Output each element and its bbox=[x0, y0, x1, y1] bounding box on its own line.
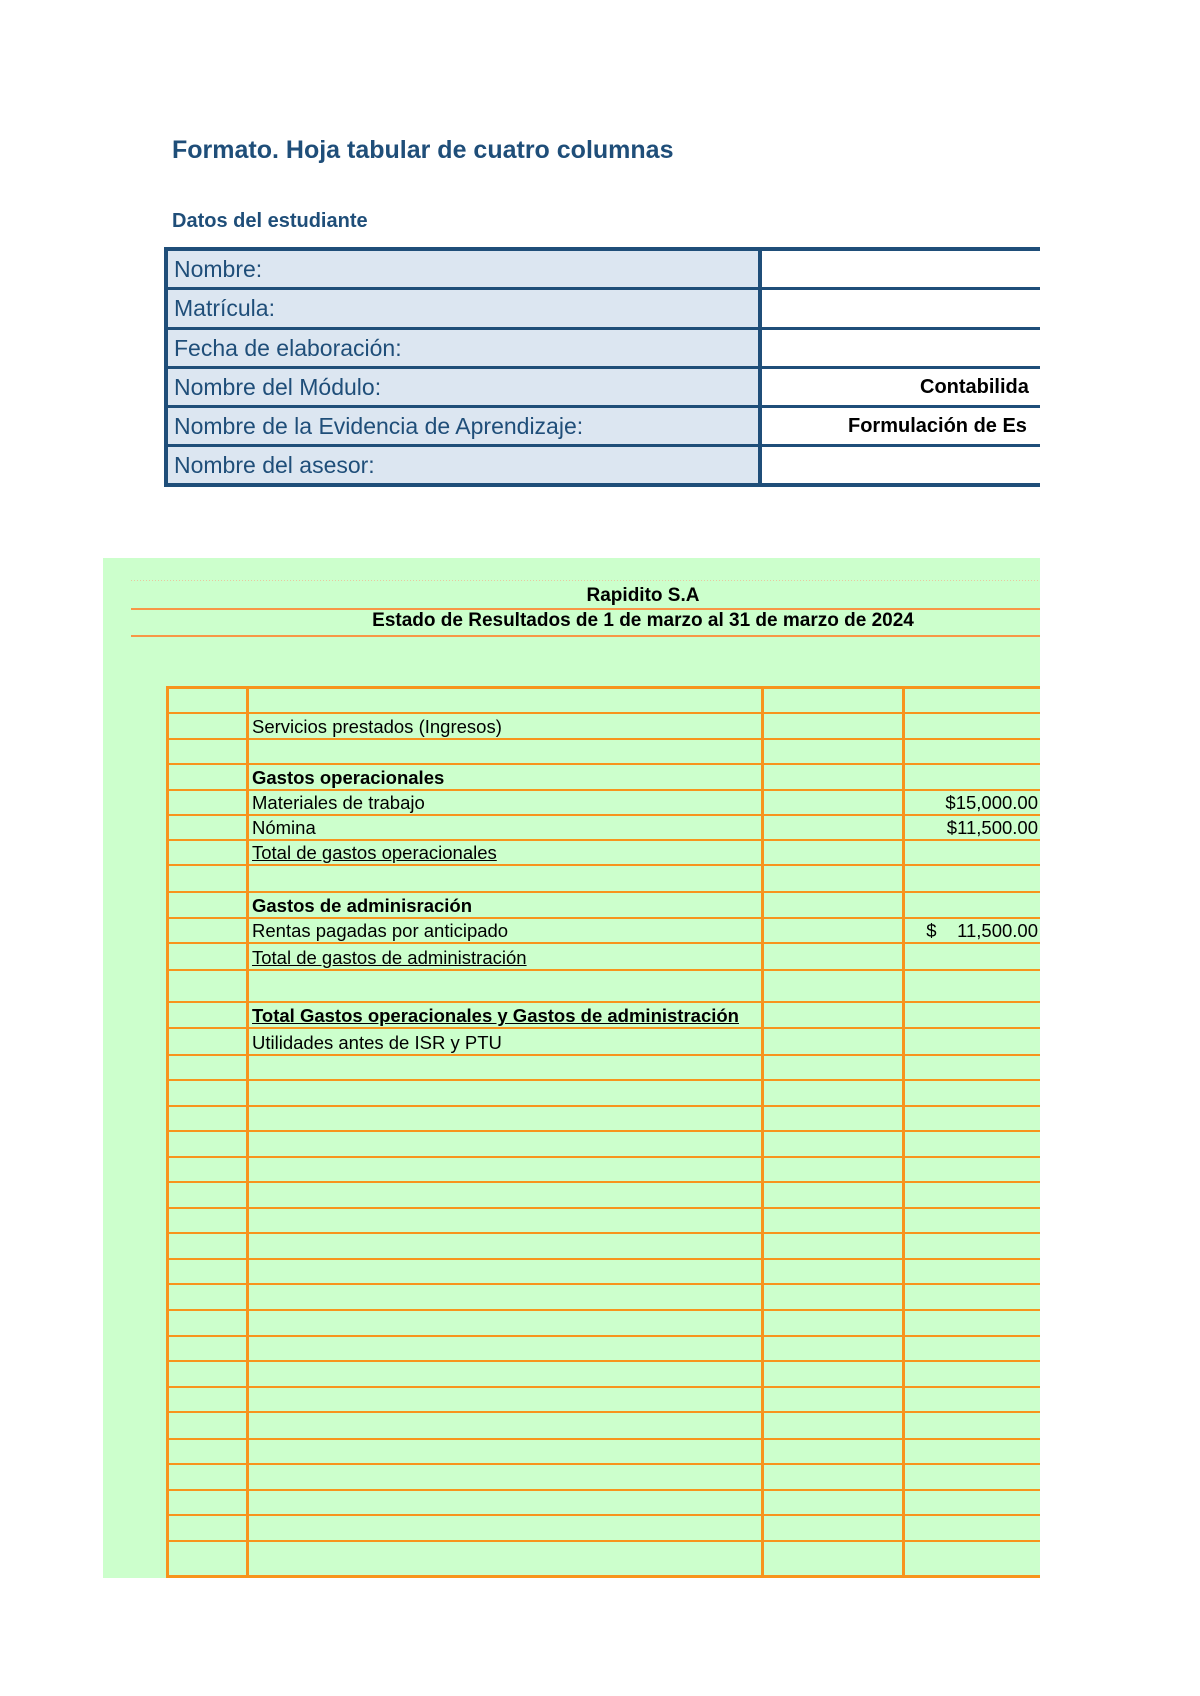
statement-row bbox=[169, 765, 1040, 791]
statement-row bbox=[169, 841, 1040, 866]
statement-row bbox=[169, 1388, 1040, 1413]
statement-row bbox=[169, 1337, 1040, 1362]
statement-line-label: Gastos de adminisración bbox=[252, 895, 473, 916]
statement-row bbox=[169, 1491, 1040, 1516]
statement-line-label: Total de gastos operacionales bbox=[252, 842, 497, 863]
statement-row bbox=[169, 919, 1040, 944]
statement-row bbox=[169, 1107, 1040, 1132]
student-field-label: Nombre del asesor: bbox=[168, 447, 762, 486]
statement-row bbox=[169, 1465, 1040, 1491]
statement-row bbox=[169, 1234, 1040, 1260]
student-row bbox=[168, 330, 1040, 369]
statement-line-amount: $ 11,500.00 bbox=[926, 920, 1038, 941]
column-divider bbox=[246, 689, 249, 1575]
student-field-value[interactable] bbox=[762, 330, 1040, 366]
column-divider bbox=[902, 689, 905, 1575]
statement-line-label: Gastos operacionales bbox=[252, 767, 445, 788]
student-data-table bbox=[164, 247, 1040, 487]
statement-row bbox=[169, 714, 1040, 740]
student-row bbox=[168, 369, 1040, 408]
statement-row bbox=[169, 1516, 1040, 1542]
statement-row bbox=[169, 689, 1040, 714]
income-statement bbox=[103, 558, 1040, 1578]
statement-row bbox=[169, 816, 1040, 841]
student-field-text: Contabilida bbox=[920, 375, 1029, 398]
statement-row bbox=[169, 791, 1040, 816]
statement-row bbox=[169, 740, 1040, 765]
header-rule bbox=[131, 580, 1040, 581]
student-field-value[interactable] bbox=[762, 251, 1040, 287]
statement-row bbox=[169, 1158, 1040, 1183]
statement-row bbox=[169, 1003, 1040, 1029]
student-field-label: Nombre de la Evidencia de Aprendizaje: bbox=[168, 408, 762, 444]
student-field-value[interactable] bbox=[762, 290, 1040, 326]
student-row bbox=[168, 290, 1040, 329]
statement-row bbox=[169, 1183, 1040, 1209]
statement-row bbox=[169, 1056, 1040, 1081]
statement-row bbox=[169, 944, 1040, 971]
statement-line-label: Nómina bbox=[252, 817, 316, 838]
section-title: Datos del estudiante bbox=[172, 210, 368, 232]
statement-row bbox=[169, 1285, 1040, 1311]
statement-row bbox=[169, 971, 1040, 1003]
statement-row bbox=[169, 866, 1040, 893]
statement-row bbox=[169, 893, 1040, 919]
student-field-value[interactable] bbox=[762, 369, 1040, 405]
student-row bbox=[168, 408, 1040, 447]
student-field-text: Formulación de Es bbox=[848, 415, 1027, 438]
student-field-label: Nombre del Módulo: bbox=[168, 369, 762, 405]
student-field-label: Fecha de elaboración: bbox=[168, 330, 762, 366]
statement-row bbox=[169, 1440, 1040, 1465]
student-row bbox=[168, 251, 1040, 290]
student-field-label: Nombre: bbox=[168, 251, 762, 287]
statement-line-label: Total Gastos operacionales y Gastos de administración bbox=[252, 1005, 739, 1026]
student-field-value[interactable] bbox=[762, 447, 1040, 486]
statement-row bbox=[169, 1029, 1040, 1056]
student-row bbox=[168, 447, 1040, 486]
statement-line-amount: $11,500.00 bbox=[946, 817, 1038, 838]
statement-grid bbox=[166, 686, 1040, 1578]
statement-line-label: Rentas pagadas por anticipado bbox=[252, 920, 509, 941]
student-field-label: Matrícula: bbox=[168, 290, 762, 326]
statement-row bbox=[169, 1260, 1040, 1285]
statement-line-label: Total de gastos de administración bbox=[252, 947, 527, 968]
statement-row bbox=[169, 1311, 1040, 1337]
statement-row bbox=[169, 1209, 1040, 1234]
student-field-value[interactable] bbox=[762, 408, 1040, 444]
company-name: Rapidito S.A bbox=[586, 585, 700, 606]
statement-row bbox=[169, 1081, 1040, 1107]
statement-period: Estado de Resultados de 1 de marzo al 31 de marzo de 2024 bbox=[372, 610, 914, 631]
statement-row bbox=[169, 1132, 1040, 1158]
statement-row bbox=[169, 1362, 1040, 1388]
statement-line-label: Servicios prestados (Ingresos) bbox=[252, 716, 502, 737]
statement-line-label: Utilidades antes de ISR y PTU bbox=[252, 1032, 502, 1053]
column-divider bbox=[761, 689, 764, 1575]
statement-row bbox=[169, 1542, 1040, 1578]
statement-line-amount: $15,000.00 bbox=[945, 792, 1038, 813]
page-title: Formato. Hoja tabular de cuatro columnas bbox=[172, 136, 674, 164]
statement-row bbox=[169, 1413, 1040, 1440]
statement-line-label: Materiales de trabajo bbox=[252, 792, 425, 813]
header-rule bbox=[131, 635, 1040, 637]
